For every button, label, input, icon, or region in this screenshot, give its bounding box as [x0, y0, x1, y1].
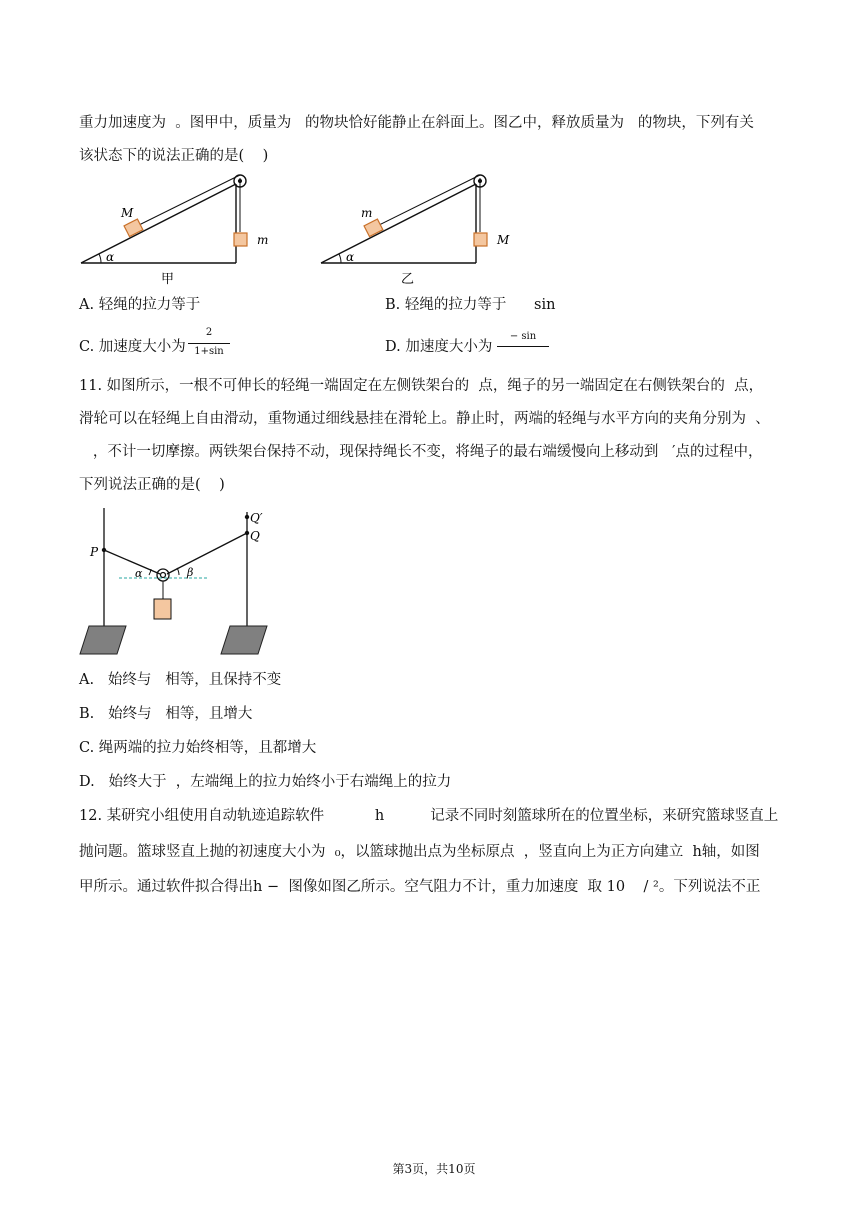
label-alpha: α	[346, 250, 355, 264]
label-m: m	[361, 206, 373, 220]
label-M: M	[497, 233, 510, 247]
hanging-block-M	[474, 233, 487, 246]
label-beta: β	[187, 566, 194, 579]
point-Q	[245, 531, 249, 535]
point-Q-prime	[245, 515, 249, 519]
q10-option-d-numerator: − sin	[509, 331, 537, 342]
label-P: P	[90, 545, 99, 559]
q11-option-c: C. 绳两端的拉力始终相等，且都增大	[79, 740, 317, 756]
label-M: M	[121, 206, 134, 220]
incline-figure-jia	[75, 170, 285, 288]
hanging-weight	[154, 599, 171, 619]
q10-option-c-denominator: 1+sin	[194, 346, 224, 357]
q10-line-1: 重力加速度为 。图甲中，质量为 的物块恰好能静止在斜面上。图乙中，释放质量为 的物块，下列有关	[79, 115, 754, 131]
hanging-block-m	[234, 233, 247, 246]
label-Q: Q	[250, 529, 260, 543]
block-M	[124, 219, 143, 237]
label-alpha: α	[135, 567, 143, 580]
q10-option-c: C. 加速度大小为	[79, 339, 186, 355]
incline-figure-yi	[315, 170, 525, 288]
label-alpha: α	[106, 250, 115, 264]
fraction-bar	[497, 346, 549, 347]
left-stand-base	[80, 626, 126, 654]
point-P	[102, 548, 106, 552]
fraction-bar	[188, 343, 230, 344]
caption-yi: 乙	[401, 272, 415, 287]
q10-option-d: D. 加速度大小为	[385, 339, 493, 355]
q12-line-3: 甲所示。通过软件拟合得出h − 图像如图乙所示。空气阻力不计，重力加速度 取 10 / ²。下列说法不正	[79, 879, 761, 895]
pulley-rope-figure	[75, 502, 285, 662]
label-Q-prime: Q′	[250, 511, 263, 525]
block-m	[364, 219, 383, 237]
q12-line-1: 12. 某研究小组使用自动轨迹追踪软件 h 记录不同时刻篮球所在的位置坐标，来研究篮球竖直上	[79, 808, 779, 824]
q11-line-1: 11. 如图所示，一根不可伸长的轻绳一端固定在左侧铁架台的 点，绳子的另一端固定在右侧铁架台的 点，	[79, 378, 764, 394]
page-footer: 第3页，共10页	[392, 1162, 476, 1176]
right-stand-base	[221, 626, 267, 654]
q12-line-2: 抛问题。篮球竖直上抛的初速度大小为 ₀，以篮球抛出点为坐标原点 ，竖直向上为正方向建立 h轴，如图	[79, 844, 760, 860]
caption-jia: 甲	[161, 272, 175, 287]
q11-line-4: 下列说法正确的是( )	[79, 477, 225, 493]
q11-line-3: ，不计一切摩擦。两铁架台保持不动，现保持绳长不变，将绳子的最右端缓慢向上移动到 ′点的过程中，	[79, 444, 763, 460]
q10-option-a: A. 轻绳的拉力等于	[79, 297, 201, 313]
q11-option-b: B. 始终与 相等，且增大	[79, 706, 253, 722]
q11-option-a: A. 始终与 相等，且保持不变	[79, 672, 282, 688]
label-m: m	[257, 233, 269, 247]
q10-option-b: B. 轻绳的拉力等于 sin	[385, 297, 556, 313]
q11-line-2: 滑轮可以在轻绳上自由滑动，重物通过细线悬挂在滑轮上。静止时，两端的轻绳与水平方向的夹角分别为 、	[79, 411, 770, 427]
q11-option-d: D. 始终大于 ，左端绳上的拉力始终小于右端绳上的拉力	[79, 774, 452, 790]
q10-option-c-numerator: 2	[205, 327, 213, 338]
q10-line-2: 该状态下的说法正确的是( )	[79, 148, 269, 164]
